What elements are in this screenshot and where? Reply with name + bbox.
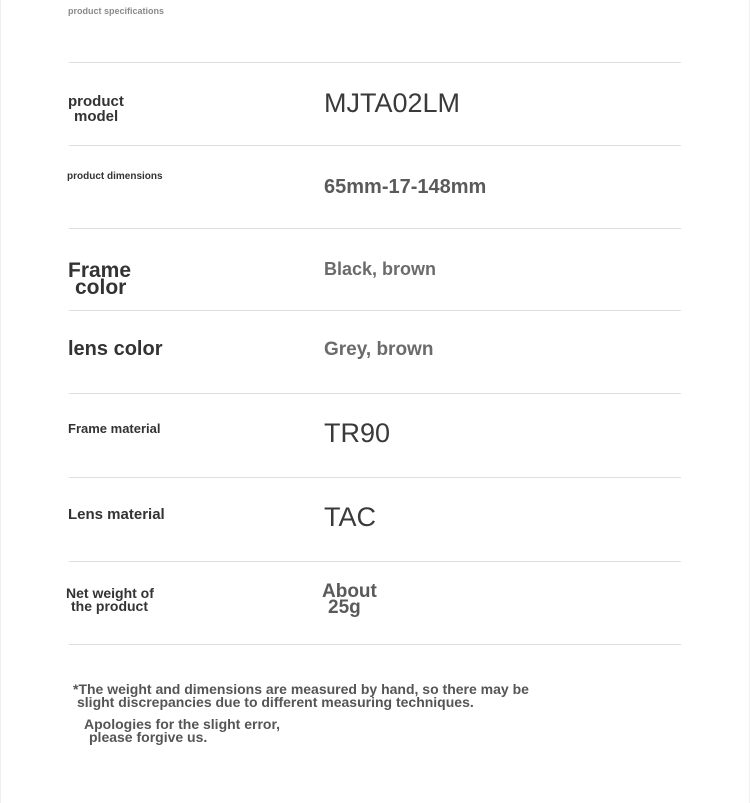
spec-label <box>67 172 163 182</box>
spec-value-line: 25g <box>328 597 361 618</box>
spec-label-line: Frame material <box>68 421 161 436</box>
spec-value: TR90 <box>324 418 391 448</box>
spec-label <box>66 587 154 613</box>
spec-label-line: color <box>75 276 127 299</box>
apology-line: please forgive us. <box>89 729 208 745</box>
spec-label-line: Lens material <box>68 506 165 523</box>
spec-value <box>322 581 377 618</box>
spec-label <box>68 422 161 435</box>
spec-label-line: product <box>68 93 124 110</box>
spec-row-model <box>0 63 750 146</box>
spec-value: Grey, brown <box>324 339 434 360</box>
spec-label-line: lens color <box>68 338 163 360</box>
spec-row-net-weight <box>0 562 750 645</box>
spec-label-line: the product <box>71 598 148 614</box>
spec-value: 65mm-17-148mm <box>324 176 487 198</box>
spec-value-line: About <box>322 581 377 602</box>
footnote-line: *The weight and dimensions are measured by hand, so there may be <box>73 681 529 697</box>
spec-label <box>68 339 162 359</box>
spec-value: Black, brown <box>324 259 437 279</box>
spec-row-lens-color <box>0 311 750 394</box>
apology-note <box>84 718 280 744</box>
spec-label-line: Net weight of <box>66 585 154 601</box>
spec-row-lens-material <box>0 478 750 562</box>
spec-value: MJTA02LM <box>324 88 461 118</box>
spec-label <box>68 507 165 522</box>
spec-label <box>68 94 124 124</box>
spec-label-line: model <box>74 108 119 125</box>
spec-label <box>68 259 132 299</box>
section-title: product specifications <box>68 6 165 16</box>
measurement-footnote <box>73 683 529 709</box>
spec-row-frame-material <box>0 394 750 478</box>
spec-label-line: Frame <box>68 259 132 282</box>
divider <box>69 644 681 645</box>
footnote-line: slight discrepancies due to different measuring techniques. <box>77 694 474 710</box>
spec-row-frame-color <box>0 229 750 311</box>
spec-value: TAC <box>324 502 376 532</box>
apology-line: Apologies for the slight error, <box>84 716 281 732</box>
spec-label-line: product dimensions <box>67 171 163 182</box>
spec-row-dimensions <box>0 146 750 229</box>
